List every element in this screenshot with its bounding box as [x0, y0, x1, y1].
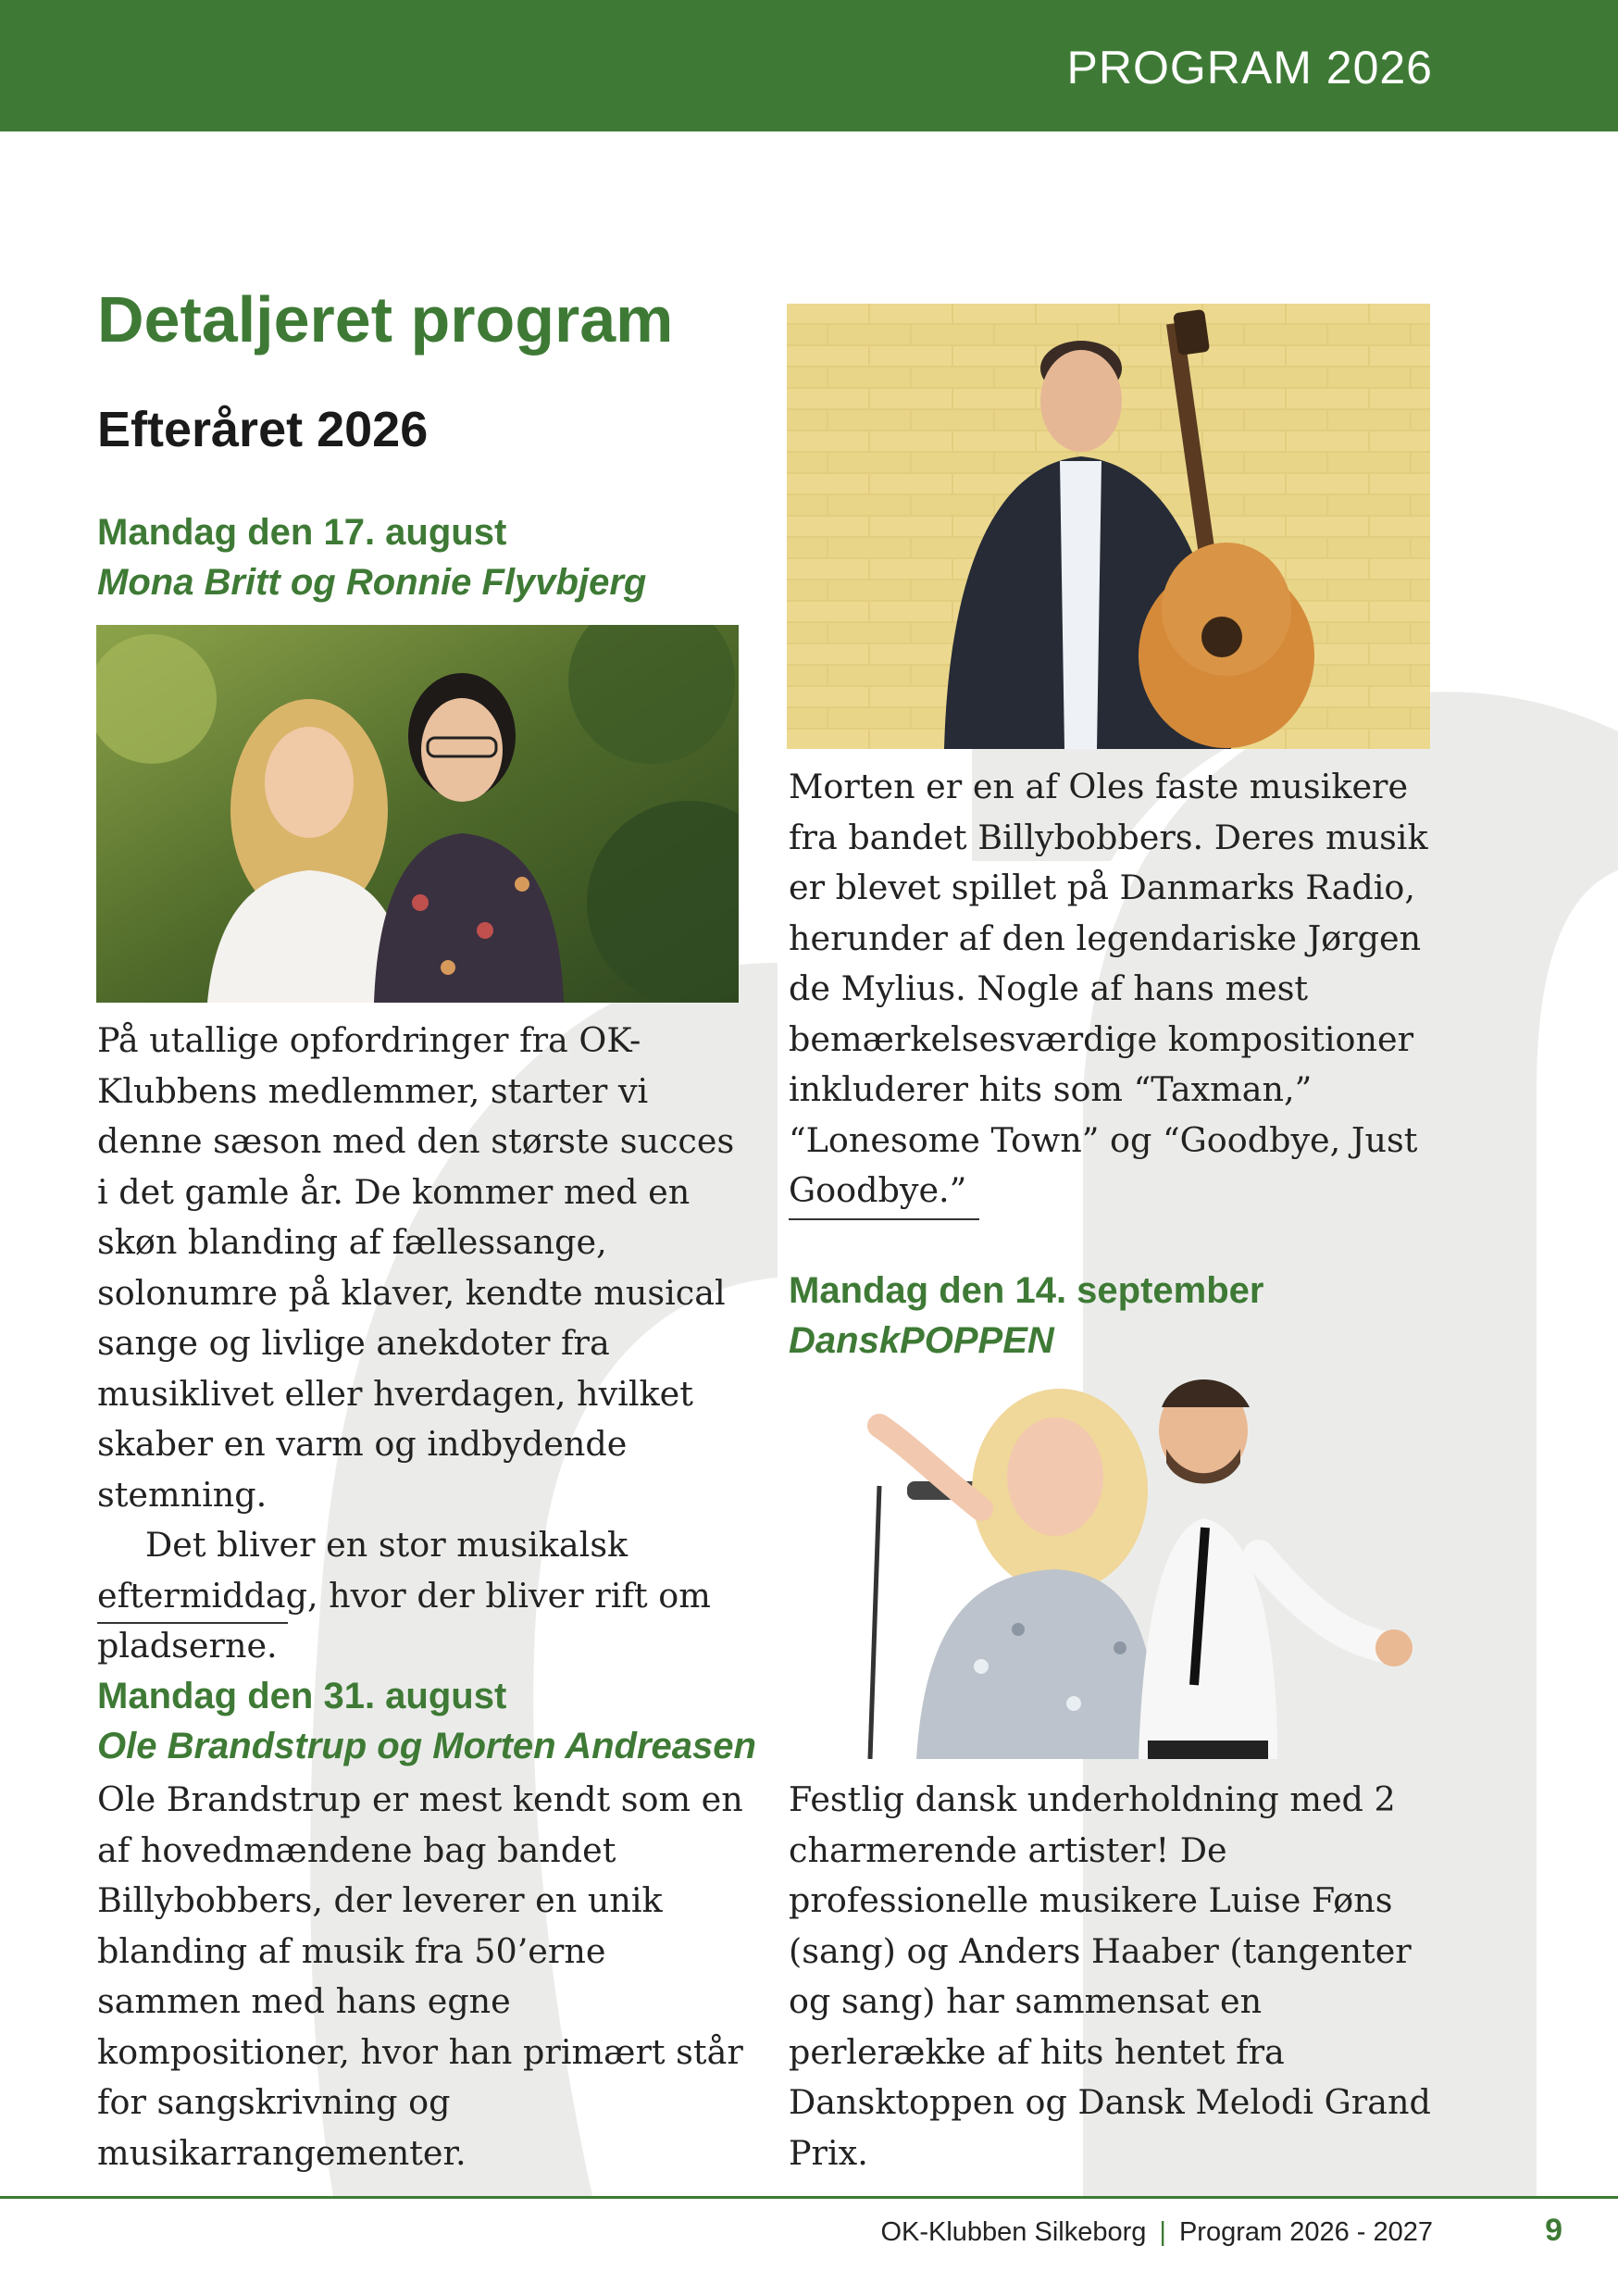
event-2-paragraph-1: Ole Brandstrup er mest kendt som en af hovedmændene bag bandet Billybobbers, der leverer en unik blanding af musik fra 50’erne sammen med hans egne kompositioner, hvor han primært står for sangskrivning og musikarrangementer.: [97, 1779, 743, 2173]
footer-org: OK-Klubben Silkeborg: [880, 2217, 1147, 2247]
event-1-paragraph-2: Det bliver en stor musikalsk eftermiddag, hvor der bliver rift om pladserne.: [97, 1525, 711, 1666]
event-2-description-part-1: [97, 1775, 750, 2178]
header-title: PROGRAM 2026: [1066, 42, 1433, 94]
event-2-date: Mandag den 31. august: [97, 1676, 507, 1716]
section-divider-1: [97, 1622, 288, 1624]
event-2-title: Ole Brandstrup og Morten Andreasen: [97, 1726, 756, 1766]
section-divider-2: [789, 1218, 979, 1220]
event-3-description: [789, 1775, 1441, 2178]
event-1-description: [97, 1016, 750, 1672]
page-number: 9: [1545, 2213, 1562, 2248]
footer-program: Program 2026 - 2027: [1178, 2217, 1433, 2247]
event-3-photo: [842, 1370, 1416, 1759]
event-1-photo: [96, 625, 739, 1003]
event-1-title: Mona Britt og Ronnie Flyvbjerg: [97, 562, 647, 603]
event-2-photo: [787, 304, 1430, 749]
event-3-title: DanskPOPPEN: [789, 1320, 1054, 1361]
event-1-date: Mandag den 17. august: [97, 512, 507, 553]
event-2-paragraph-2: Morten er en af Oles faste musikere fra bandet Billybobbers. Deres musik er blevet spillet på Danmarks Radio, herunder af den legendariske Jørgen de Mylius. Nogle af hans mest bemærkelsesværdige kompositioner inkluderer hits som “Taxman,” “Lonesome Town” og “Goodbye, Just Goodbye.”: [789, 767, 1428, 1210]
footer-text: [880, 2217, 1433, 2248]
footer-rule: [0, 2196, 1618, 2199]
page-heading: Detaljeret program: [97, 283, 674, 356]
event-3-date: Mandag den 14. september: [789, 1270, 1264, 1311]
page-subheading: Efteråret 2026: [97, 402, 429, 457]
event-3-paragraph-1: Festlig dansk underholdning med 2 charmerende artister! De professionelle musikere Luise Føns (sang) og Anders Haaber (tangenter og sang) har sammensat en perlerække af hits hentet fra Dansktoppen og Dansk Melodi Grand Prix.: [789, 1779, 1431, 2173]
event-2-description-part-2: [789, 762, 1441, 1217]
event-1-paragraph-1: På utallige opfordringer fra OK-Klubbens medlemmer, starter vi denne sæson med den største succes i det gamle år. De kommer med en skøn blanding af fællessange, solonumre på klaver, kendte musical sange og livlige anekdoter fra musiklivet eller hverdagen, hvilket skaber en varm og indbydende stemning.: [97, 1020, 735, 1515]
footer-separator: |: [1159, 2217, 1166, 2247]
